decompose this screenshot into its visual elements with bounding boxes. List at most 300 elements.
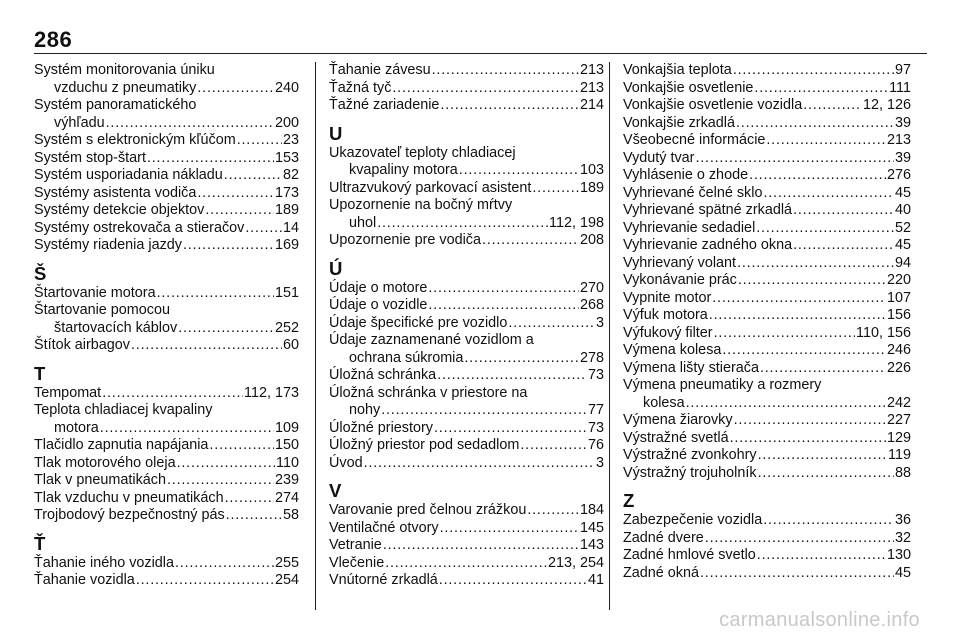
header-rule — [34, 53, 927, 54]
index-entry-row — [623, 272, 911, 290]
index-entry — [34, 555, 299, 573]
index-entry-row — [329, 232, 604, 250]
index-entry-page-ref: 40 — [894, 202, 911, 218]
index-entry-row — [34, 167, 299, 185]
index-entry-row — [34, 237, 299, 255]
dot-leader — [754, 80, 888, 98]
index-entry-row — [34, 507, 299, 525]
index-entry — [34, 150, 299, 168]
dot-leader — [428, 297, 579, 315]
index-entry — [623, 565, 911, 583]
index-entry — [623, 272, 911, 290]
index-entry-page-ref: 150 — [274, 437, 299, 453]
index-entry-page-ref: 41 — [587, 572, 604, 588]
index-entry — [329, 367, 604, 385]
index-entry-label: Vetranie — [329, 537, 382, 553]
index-entry — [34, 97, 299, 132]
index-entry-page-ref: 88 — [894, 464, 911, 481]
index-entry-label: Systémy detekcie objektov — [34, 202, 205, 218]
index-entry-page-ref: 169 — [274, 237, 299, 253]
index-entry-row — [623, 430, 911, 448]
index-entry-label: Výstražné svetlá — [623, 429, 729, 446]
index-entry-label: Systém s elektronickým kľúčom — [34, 132, 236, 148]
index-entry — [623, 202, 911, 220]
index-entry-page-ref: 58 — [282, 507, 299, 523]
index-entry-row — [329, 420, 604, 438]
index-entry — [329, 80, 604, 98]
index-entry — [623, 465, 911, 483]
index-entry-page-ref: 39 — [894, 149, 911, 166]
index-entry-label: Údaje o motore — [329, 279, 428, 296]
index-entry-page-ref: 111 — [889, 79, 911, 96]
index-entry-label: Štartovanie motora — [34, 284, 156, 301]
index-entry-row — [34, 572, 299, 590]
index-entry-first-line: Ukazovateľ teploty chladiacej — [329, 144, 516, 161]
dot-leader — [136, 572, 274, 590]
index-entry-page-ref: 276 — [886, 167, 911, 183]
index-entry-page-ref: 270 — [579, 279, 604, 296]
dot-leader — [803, 97, 862, 115]
index-entry-row — [623, 237, 911, 255]
index-entry-row — [329, 455, 604, 473]
index-entry — [34, 490, 299, 508]
index-entry-row — [329, 80, 604, 98]
index-entry-row — [623, 565, 911, 583]
index-entry-row — [34, 490, 299, 508]
index-entry-label: Ťahanie závesu — [329, 62, 431, 78]
index-entry-row — [329, 62, 604, 80]
index-entry-page-ref: 73 — [587, 419, 604, 436]
index-entry — [329, 537, 604, 555]
index-entry-label: Úložná schránka — [329, 367, 437, 383]
index-entry-page-ref: 252 — [274, 319, 299, 336]
index-entry-label: Vyhrievanie zadného okna — [623, 237, 793, 253]
index-entry-label: Zadné okná — [623, 564, 700, 581]
index-entry-page-ref: 189 — [274, 202, 299, 218]
index-entry-row — [34, 437, 299, 455]
index-entry — [329, 502, 604, 520]
index-entry-row — [329, 367, 604, 385]
index-entry-row — [34, 80, 299, 98]
dot-leader — [100, 420, 274, 438]
dot-leader — [197, 80, 274, 98]
index-entry — [34, 62, 299, 97]
index-entry — [329, 437, 604, 455]
index-column-1 — [34, 62, 299, 590]
index-entry-row — [623, 547, 911, 565]
index-entry — [623, 80, 911, 98]
index-entry — [329, 197, 604, 232]
index-entry-page-ref: 184 — [579, 502, 604, 518]
index-entry-page-ref: 153 — [274, 149, 299, 166]
index-entry — [329, 297, 604, 315]
index-entry-page-ref: 130 — [886, 547, 911, 563]
index-entry-row — [623, 202, 911, 220]
index-entry — [623, 97, 911, 115]
index-entry-label: Vonkajšie zrkadlá — [623, 114, 735, 131]
index-entry-page-ref: 226 — [886, 359, 911, 376]
index-entry-page-ref: 110 — [276, 454, 299, 471]
index-entry-label: vzduchu z pneumatiky — [54, 79, 197, 96]
index-entry — [623, 412, 911, 430]
index-entry — [623, 342, 911, 360]
index-entry-page-ref: 45 — [894, 564, 911, 581]
dot-leader — [245, 220, 282, 238]
index-entry-row — [623, 97, 911, 115]
index-entry-row — [623, 255, 911, 273]
index-entry — [623, 115, 911, 133]
index-entry-first-line: Systém panoramatického — [34, 97, 197, 113]
index-entry-row — [34, 150, 299, 168]
dot-leader — [686, 395, 886, 413]
index-entry-row — [329, 215, 604, 233]
index-entry-label: Tlak motorového oleja — [34, 454, 176, 471]
index-entry-page-ref: 145 — [579, 519, 604, 536]
dot-leader — [749, 167, 886, 185]
index-entry-label: Tlačidlo zapnutia napájania — [34, 437, 209, 453]
index-entry-page-ref: 3 — [595, 454, 604, 471]
index-entry-label: Ventilačné otvory — [329, 519, 439, 536]
index-entry — [623, 290, 911, 308]
index-entry — [329, 555, 604, 573]
index-entry-label: uhol — [349, 214, 377, 231]
index-entry-page-ref: 278 — [579, 349, 604, 366]
index-entry-row — [329, 437, 604, 455]
index-letter-heading: U — [329, 122, 343, 144]
index-entry — [329, 385, 604, 420]
index-entry-page-ref: 255 — [274, 554, 299, 571]
dot-leader — [763, 512, 894, 530]
index-entry-label: Systém usporiadania nákladu — [34, 167, 223, 183]
index-entry-row — [329, 315, 604, 333]
index-entry-page-ref: 60 — [282, 337, 299, 353]
index-entry-row — [329, 162, 604, 180]
index-entry-label: Vyhrievané spätné zrkadlá — [623, 202, 793, 218]
dot-leader — [437, 367, 587, 385]
index-entry-page-ref: 12, 126 — [862, 97, 911, 113]
index-entry-row — [34, 115, 299, 133]
index-entry-page-ref: 119 — [888, 447, 911, 463]
index-entry-label: Vykonávanie prác — [623, 272, 737, 288]
dot-leader — [712, 290, 886, 308]
index-entry — [623, 255, 911, 273]
index-entry-page-ref: 14 — [282, 219, 299, 236]
dot-leader — [482, 232, 579, 250]
dot-leader — [197, 185, 274, 203]
dot-leader — [709, 307, 886, 325]
index-entry — [329, 332, 604, 367]
index-entry — [623, 220, 911, 238]
index-entry-label: Zabezpečenie vozidla — [623, 512, 763, 528]
index-entry-label: nohy — [349, 402, 381, 418]
dot-leader — [434, 420, 587, 438]
index-entry — [34, 132, 299, 150]
index-entry-page-ref: 214 — [579, 97, 604, 113]
dot-leader — [766, 132, 886, 150]
index-entry-page-ref: 73 — [587, 367, 604, 383]
dot-leader — [364, 455, 595, 473]
index-entry — [34, 167, 299, 185]
column-divider — [315, 62, 316, 610]
dot-leader — [383, 537, 579, 555]
index-entry-label: Výmena lišty stierača — [623, 359, 759, 376]
index-entry — [329, 232, 604, 250]
index-entry-label: Trojbodový bezpečnostný pás — [34, 507, 225, 523]
index-entry-label: Ťahanie iného vozidla — [34, 554, 175, 571]
index-entry-label: Upozornenie pre vodiča — [329, 232, 481, 248]
index-entry — [329, 97, 604, 115]
index-entry-label: Systém stop-štart — [34, 149, 146, 166]
index-entry — [329, 420, 604, 438]
dot-leader — [225, 490, 274, 508]
index-entry-row — [329, 555, 604, 573]
index-entry-page-ref: 220 — [886, 272, 911, 288]
index-entry-row — [623, 62, 911, 80]
dot-leader — [106, 115, 274, 133]
index-entry-first-line: Systém monitorovania úniku — [34, 62, 215, 78]
dot-leader — [758, 447, 887, 465]
dot-leader — [756, 220, 894, 238]
dot-leader — [459, 162, 579, 180]
index-entry-page-ref: 143 — [579, 537, 604, 553]
index-entry-page-ref: 213, 254 — [547, 554, 604, 571]
column-divider — [609, 62, 610, 610]
index-entry-row — [329, 572, 604, 590]
index-entry-label: Tlak vzduchu v pneumatikách — [34, 489, 224, 506]
index-entry-label: Úvod — [329, 454, 363, 471]
index-entry — [34, 237, 299, 255]
index-entry-label: Vyhrievaný volant — [623, 254, 737, 271]
index-entry-row — [34, 132, 299, 150]
index-entry-page-ref: 52 — [894, 219, 911, 236]
watermark: carmanualsonline.info — [719, 609, 920, 631]
dot-leader — [377, 215, 548, 233]
index-entry-page-ref: 242 — [886, 394, 911, 411]
index-entry-row — [623, 80, 911, 98]
index-entry-row — [34, 202, 299, 220]
index-entry-label: Vyhlásenie o zhode — [623, 167, 749, 183]
dot-leader — [178, 320, 274, 338]
index-entry-row — [329, 97, 604, 115]
index-entry-label: Štítok airbagov — [34, 337, 130, 353]
index-entry-page-ref: 173 — [274, 184, 299, 201]
index-entry-page-ref: 151 — [274, 284, 299, 301]
index-entry-label: Výmena kolesa — [623, 342, 722, 358]
index-entry-page-ref: 97 — [894, 62, 911, 78]
index-entry-label: Výstražné zvonkohry — [623, 447, 757, 463]
index-entry-page-ref: 213 — [579, 62, 604, 78]
dot-leader — [695, 150, 894, 168]
index-column-2 — [329, 62, 604, 590]
index-entry-row — [623, 447, 911, 465]
index-entry-row — [623, 395, 911, 413]
index-entry — [623, 447, 911, 465]
index-entry-page-ref: 274 — [274, 489, 299, 506]
index-entry-label: Ťažné zariadenie — [329, 97, 440, 113]
index-entry-row — [623, 290, 911, 308]
index-entry-page-ref: 110, 156 — [856, 324, 911, 341]
index-entry-page-ref: 112, 198 — [549, 214, 604, 231]
index-entry-row — [329, 520, 604, 538]
dot-leader — [700, 565, 894, 583]
index-entry-row — [329, 537, 604, 555]
index-entry-row — [623, 512, 911, 530]
index-entry-row — [623, 220, 911, 238]
index-entry-label: kvapaliny motora — [349, 162, 458, 178]
dot-leader — [705, 530, 894, 548]
index-entry-label: Výstražný trojuholník — [623, 464, 757, 481]
index-entry — [329, 145, 604, 180]
index-entry-page-ref: 77 — [587, 402, 604, 418]
index-entry-row — [329, 350, 604, 368]
index-entry-label: Úložné priestory — [329, 419, 433, 436]
dot-leader — [737, 255, 894, 273]
index-entry-page-ref: 254 — [274, 572, 299, 588]
index-letter-heading: Ť — [34, 532, 46, 554]
index-entry-page-ref: 45 — [894, 184, 911, 201]
index-entry — [34, 402, 299, 437]
index-entry-page-ref: 240 — [274, 79, 299, 96]
index-entry — [34, 572, 299, 590]
dot-leader — [177, 455, 275, 473]
index-entry — [34, 507, 299, 525]
index-entry-label: Vypnite motor — [623, 289, 712, 306]
index-entry — [34, 385, 299, 403]
index-entry — [623, 377, 911, 412]
index-entry — [34, 437, 299, 455]
index-entry-row — [329, 180, 604, 198]
index-entry — [623, 132, 911, 150]
index-entry-row — [623, 342, 911, 360]
index-entry-label: Ťažná tyč — [329, 79, 392, 96]
index-entry-page-ref: 189 — [579, 179, 604, 196]
index-entry-label: ochrana súkromia — [349, 349, 464, 366]
index-entry-row — [623, 465, 911, 483]
index-entry-page-ref: 112, 173 — [244, 384, 299, 401]
index-entry-page-ref: 239 — [274, 472, 299, 488]
index-entry-page-ref: 208 — [579, 232, 604, 248]
dot-leader — [102, 385, 243, 403]
index-entry-label: Zadné hmlové svetlo — [623, 547, 756, 563]
index-entry-page-ref: 246 — [886, 342, 911, 358]
index-letter-heading: T — [34, 362, 46, 384]
index-entry-row — [34, 285, 299, 303]
index-entry — [623, 62, 911, 80]
index-entry-row — [34, 185, 299, 203]
index-entry-page-ref: 200 — [274, 114, 299, 131]
index-entry — [329, 62, 604, 80]
index-entry — [623, 512, 911, 530]
dot-leader — [392, 80, 579, 98]
index-entry — [329, 572, 604, 590]
dot-leader — [757, 547, 886, 565]
dot-leader — [736, 115, 894, 133]
index-entry-page-ref: 82 — [282, 167, 299, 183]
index-entry — [34, 302, 299, 337]
index-entry — [329, 520, 604, 538]
index-entry-page-ref: 39 — [894, 114, 911, 131]
dot-leader — [147, 150, 274, 168]
dot-leader — [167, 472, 274, 490]
index-entry-label: štartovacích káblov — [54, 319, 178, 336]
index-entry-page-ref: 129 — [886, 429, 911, 446]
dot-leader — [760, 360, 886, 378]
index-entry — [329, 315, 604, 333]
index-entry-row — [623, 325, 911, 343]
index-entry-row — [623, 167, 911, 185]
index-entry — [34, 285, 299, 303]
dot-leader — [722, 342, 886, 360]
dot-leader — [793, 202, 894, 220]
index-entry-page-ref: 107 — [886, 289, 911, 306]
dot-leader — [730, 430, 886, 448]
index-entry-row — [34, 220, 299, 238]
index-entry-row — [623, 185, 911, 203]
index-entry-label: Úložný priestor pod sedadlom — [329, 437, 520, 453]
index-entry-label: Tlak v pneumatikách — [34, 472, 166, 488]
dot-leader — [714, 325, 855, 343]
index-entry-page-ref: 109 — [274, 419, 299, 436]
index-entry — [623, 185, 911, 203]
dot-leader — [738, 272, 886, 290]
index-entry-label: Systémy ostrekovača a stieračov — [34, 219, 245, 236]
index-entry-row — [34, 455, 299, 473]
index-entry-label: Vydutý tvar — [623, 149, 695, 166]
index-entry-row — [34, 555, 299, 573]
dot-leader — [131, 337, 282, 355]
index-entry — [34, 202, 299, 220]
index-entry-row — [623, 150, 911, 168]
index-entry-label: Vlečenie — [329, 554, 385, 571]
index-entry — [623, 325, 911, 343]
index-entry — [623, 547, 911, 565]
dot-leader — [226, 507, 282, 525]
index-entry — [329, 455, 604, 473]
dot-leader — [532, 180, 579, 198]
index-entry — [623, 307, 911, 325]
index-entry-row — [623, 412, 911, 430]
index-entry-row — [329, 502, 604, 520]
index-entry-label: Vyhrievané čelné sklo — [623, 184, 763, 201]
dot-leader — [428, 280, 579, 298]
dot-leader — [183, 237, 274, 255]
dot-leader — [734, 412, 886, 430]
index-entry-row — [34, 385, 299, 403]
index-entry — [623, 530, 911, 548]
index-entry-row — [329, 402, 604, 420]
index-entry-page-ref: 76 — [587, 437, 604, 453]
index-entry-label: Ťahanie vozidla — [34, 572, 135, 588]
dot-leader — [527, 502, 579, 520]
dot-leader — [464, 350, 579, 368]
index-entry — [34, 455, 299, 473]
index-entry-page-ref: 36 — [894, 512, 911, 528]
index-entry-label: Výfuk motora — [623, 307, 708, 323]
index-entry — [34, 472, 299, 490]
index-entry — [623, 167, 911, 185]
dot-leader — [439, 572, 587, 590]
index-entry-page-ref: 23 — [282, 132, 299, 148]
index-entry-label: Údaje špecifické pre vozidlo — [329, 314, 508, 331]
dot-leader — [440, 97, 579, 115]
index-entry — [623, 430, 911, 448]
index-entry-label: Varovanie pred čelnou zrážkou — [329, 502, 527, 518]
dot-leader — [224, 167, 282, 185]
dot-leader — [758, 465, 894, 483]
dot-leader — [432, 62, 579, 80]
dot-leader — [763, 185, 894, 203]
dot-leader — [508, 315, 595, 333]
